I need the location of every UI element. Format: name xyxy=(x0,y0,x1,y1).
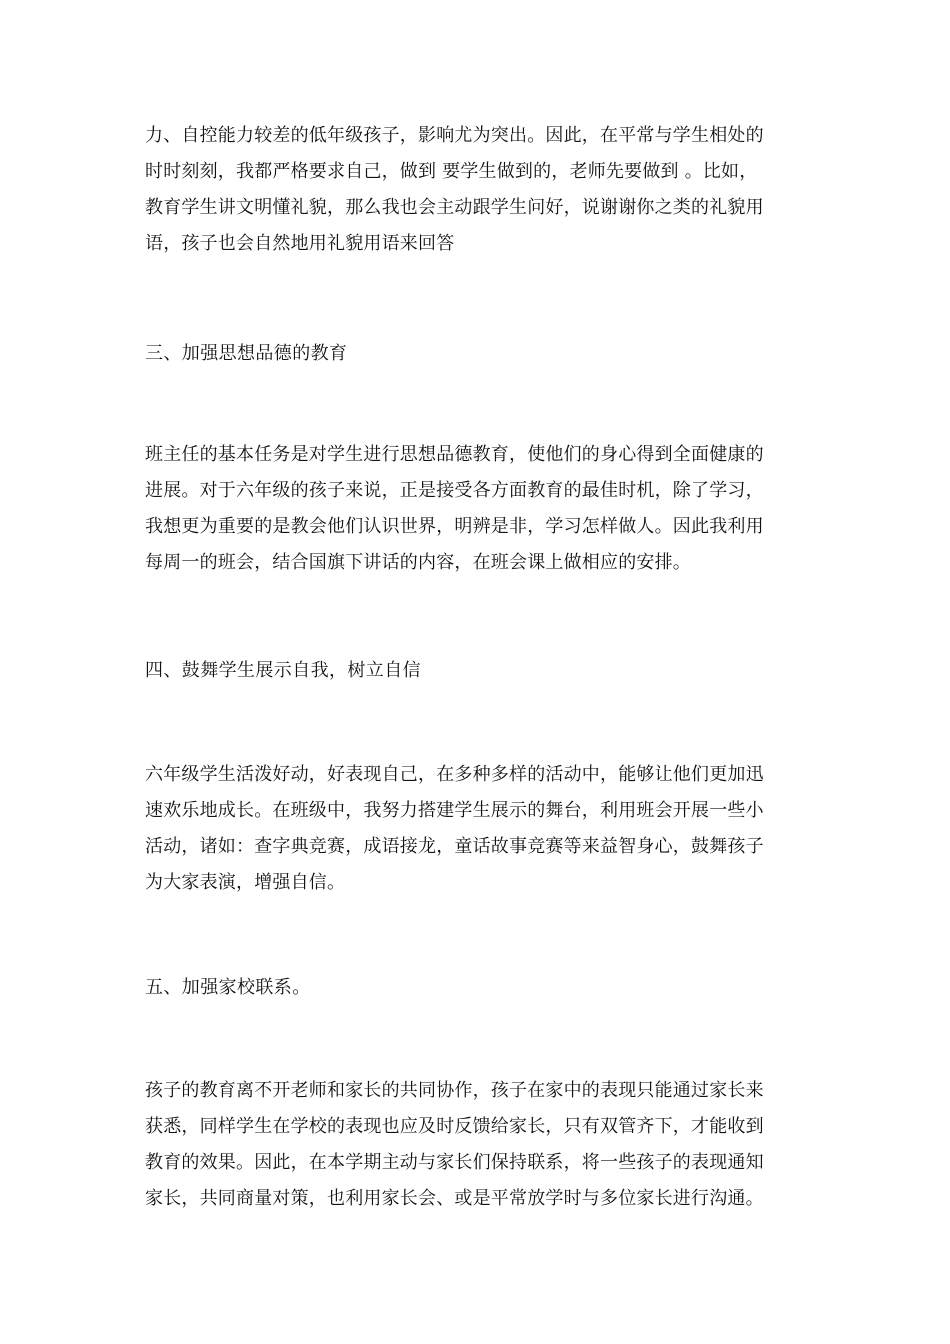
paragraph-section-3 xyxy=(145,437,810,581)
heading-text: 五、加强家校联系。 xyxy=(145,977,311,998)
paragraph-line: 班主任的基本任务是对学生进行思想品德教育，使他们的身心得到全面健康的 xyxy=(145,444,764,465)
heading-text: 四、鼓舞学生展示自我，树立自信 xyxy=(145,660,421,681)
paragraph-line: 教育学生讲文明懂礼貌，那么我也会主动跟学生问好，说谢谢你之类的礼貌用 xyxy=(145,197,764,218)
paragraph-line: 获悉，同样学生在学校的表现也应及时反馈给家长，只有双管齐下，才能收到 xyxy=(145,1116,764,1137)
paragraph-line: 教育的效果。因此，在本学期主动与家长们保持联系，将一些孩子的表现通知 xyxy=(145,1152,764,1173)
section-heading-5 xyxy=(145,970,810,1006)
heading-text: 三、加强思想品德的教育 xyxy=(145,343,348,364)
paragraph-line: 孩子的教育离不开老师和家长的共同协作，孩子在家中的表现只能通过家长来 xyxy=(145,1080,764,1101)
paragraph-line: 时时刻刻，我都严格要求自己，做到 要学生做到的，老师先要做到 。比如， xyxy=(145,161,758,182)
paragraph-line: 语，孩子也会自然地用礼貌用语来回答 xyxy=(145,233,455,254)
paragraph-line: 力、自控能力较差的低年级孩子，影响尤为突出。因此，在平常与学生相处的 xyxy=(145,125,764,146)
paragraph-line: 六年级学生活泼好动，好表现自己，在多种多样的活动中，能够让他们更加迅 xyxy=(145,764,764,785)
paragraph-section-4 xyxy=(145,757,810,901)
paragraph-line: 我想更为重要的是教会他们认识世界，明辨是非，学习怎样做人。因此我利用 xyxy=(145,516,764,537)
paragraph-line: 为大家表演，增强自信。 xyxy=(145,872,346,893)
paragraph-line: 速欢乐地成长。在班级中，我努力搭建学生展示的舞台，利用班会开展一些小 xyxy=(145,800,764,821)
section-heading-4 xyxy=(145,653,810,689)
paragraph-line: 进展。对于六年级的孩子来说，正是接受各方面教育的最佳时机，除了学习， xyxy=(145,480,764,501)
section-heading-3 xyxy=(145,336,810,372)
paragraph-line: 家长，共同商量对策，也利用家长会、或是平常放学时与多位家长进行沟通。 xyxy=(145,1188,764,1209)
paragraph-section-5 xyxy=(145,1073,810,1217)
paragraph-intro xyxy=(145,118,810,262)
paragraph-line: 活动，诸如：查字典竞赛，成语接龙，童话故事竞赛等来益智身心，鼓舞孩子 xyxy=(145,836,764,857)
paragraph-line: 每周一的班会，结合国旗下讲话的内容，在班会课上做相应的安排。 xyxy=(145,552,691,573)
